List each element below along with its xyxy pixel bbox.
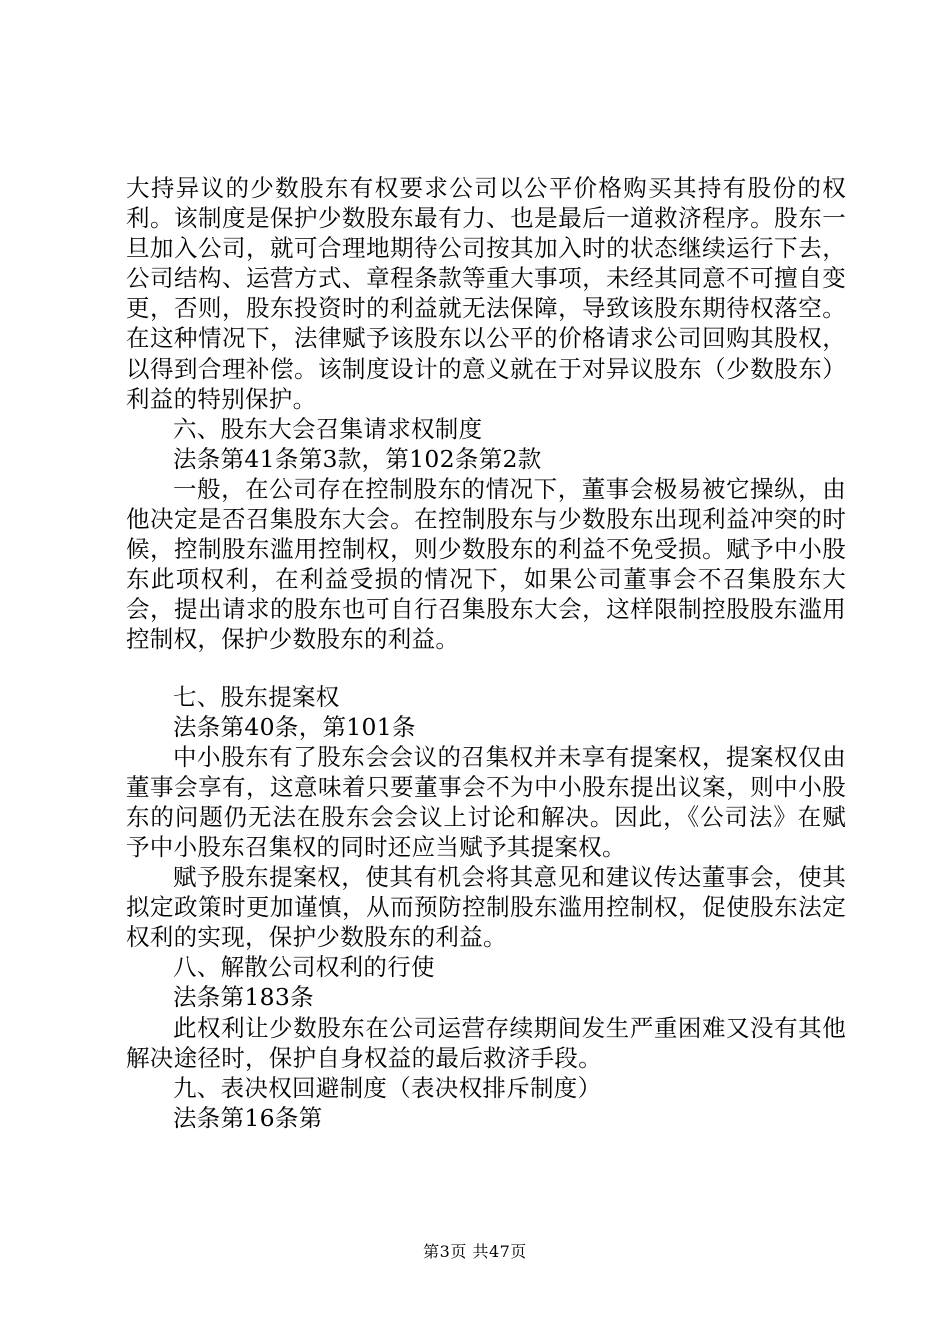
heading-dissolution-right: 八、解散公司权利的行使: [173, 953, 435, 982]
paragraph-proposal-1: 中小股东有了股东会会议的召集权并未享有提案权，提案权仅由董事会享有，这意味着只要董事会不为中小股东提出议案，则中小股东的问题仍无法在股东会会议上讨论和解决。因此，《公司法》在赋予中小股东召集权的同时还应当赋予其提案权。: [126, 742, 846, 861]
article-ref-voting-recusal: 法条第16条第: [173, 1103, 323, 1132]
article-ref-meeting-request: 法条第41条第3款，第102条第2款: [173, 444, 542, 473]
heading-voting-recusal: 九、表决权回避制度（表决权排斥制度）: [173, 1073, 602, 1102]
page-number-footer: 第3页 共47页: [423, 1242, 527, 1261]
article-ref-dissolution: 法条第183条: [173, 983, 314, 1012]
page-body: [126, 173, 846, 1133]
paragraph-meeting-request: 一般，在公司存在控制股东的情况下，董事会极易被它操纵，由他决定是否召集股东大会。在控制股东与少数股东出现利益冲突的时候，控制股东滥用控制权，则少数股东的利益不免受损。赋予中小股东此项权利，在利益受损的情况下，如果公司董事会不召集股东大会，提出请求的股东也可自行召集股东大会，这样限制控股股东滥用控制权，保护少数股东的利益。: [126, 474, 846, 654]
article-ref-proposal: 法条第40条，第101条: [173, 712, 416, 741]
paragraph-proposal-2: 赋予股东提案权，使其有机会将其意见和建议传达董事会，使其拟定政策时更加谨慎，从而预防控制股东滥用控制权，促使股东法定权利的实现，保护少数股东的利益。: [126, 863, 846, 952]
heading-proposal-right: 七、股东提案权: [173, 682, 340, 711]
paragraph-appraisal-right: 大持异议的少数股东有权要求公司以公平价格购买其持有股份的权利。该制度是保护少数股东最有力、也是最后一道救济程序。股东一旦加入公司，就可合理地期待公司按其加入时的状态继续运行下去，公司结构、运营方式、章程条款等重大事项，未经其同意不可擅自变更，否则，股东投资时的利益就无法保障，导致该股东期待权落空。在这种情况下，法律赋予该股东以公平的价格请求公司回购其股权，以得到合理补偿。该制度设计的意义就在于对异议股东（少数股东）利益的特别保护。: [126, 174, 846, 413]
paragraph-dissolution: 此权利让少数股东在公司运营存续期间发生严重困难又没有其他解决途径时，保护自身权益的最后救济手段。: [126, 1013, 846, 1072]
paragraph-gap: [126, 655, 846, 682]
heading-meeting-request-right: 六、股东大会召集请求权制度: [173, 414, 483, 443]
